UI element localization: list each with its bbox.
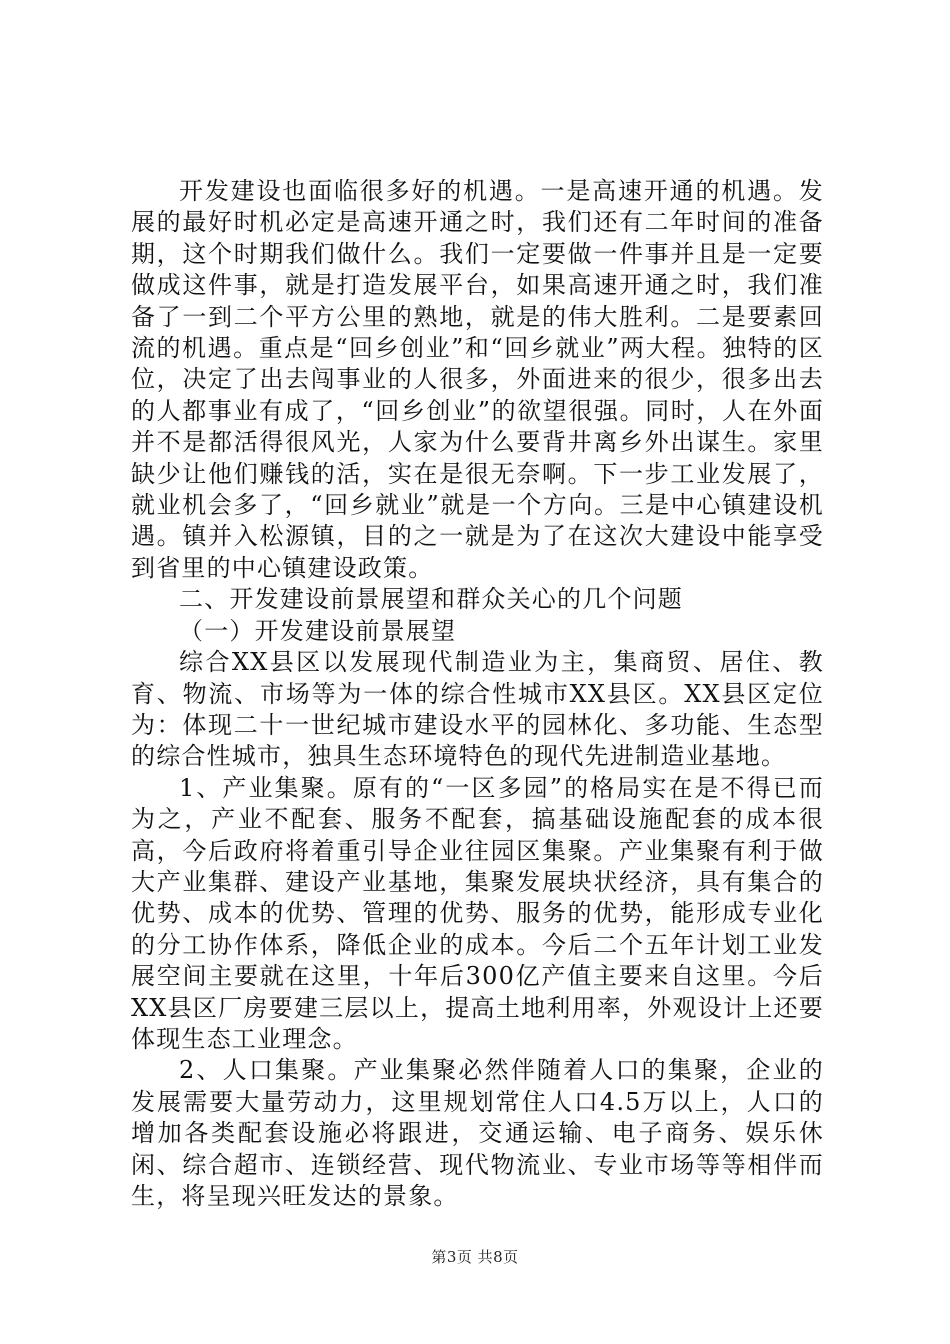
paragraph-opportunities: 开发建设也面临很多好的机遇。一是高速开通的机遇。发展的最好时机必定是高速开通之时，我们还有二年时间的准备期，这个时期我们做什么。我们一定要做一件事并且是一定要做成这件事，就是打造发展平台，如果高速开通之时，我们准备了一到二个平方公里的熟地，就是的伟大胜利。二是要素回流的机遇。重点是“回乡创业”和“回乡就业”两大程。独特的区位，决定了出去闯事业的人很多，外面进来的很少，很多出去的人都事业有成了，“回乡创业”的欲望很强。同时，人在外面并不是都活得很风光，人家为什么要背井离乡外出谋生。家里缺少让他们赚钱的活，实在是很无奈啊。下一步工业发展了，就业机会多了，“回乡就业”就是一个方向。三是中心镇建设机遇。镇并入松源镇，目的之一就是为了在这次大建设中能享受到省里的中心镇建设政策。 (131, 177, 824, 582)
paragraph-positioning: 综合XX县区以发展现代制造业为主，集商贸、居住、教育、物流、市场等为一体的综合性城市XX县区。XX县区定位为：体现二十一世纪城市建设水平的园林化、多功能、生态型的综合性城市，独具生态环境特色的现代先进制造业基地。 (131, 648, 824, 771)
page-number-footer: 第3页 共8页 (431, 1248, 519, 1266)
section-heading-2: 二、开发建设前景展望和群众关心的几个问题 (179, 585, 683, 614)
paragraph-population-cluster: 2、人口集聚。产业集聚必然伴随着人口的集聚，企业的发展需要大量劳动力，这里规划常住人口4.5万以上，人口的增加各类配套设施必将跟进，交通运输、电子商务、娱乐休闲、综合超市、连锁经营、现代物流业、专业市场等等相伴而生，将呈现兴旺发达的景象。 (131, 1056, 824, 1210)
document-body (131, 176, 824, 1212)
subsection-heading-1: （一）开发建设前景展望 (179, 616, 457, 645)
paragraph-industry-cluster: 1、产业集聚。原有的“一区多园”的格局实在是不得已而为之，产业不配套、服务不配套，搞基础设施配套的成本很高，今后政府将着重引导企业往园区集聚。产业集聚有利于做大产业集群、建设产业基地，集聚发展块状经济，具有集合的优势、成本的优势、管理的优势、服务的优势，能形成专业化的分工协作体系，降低企业的成本。今后二个五年计划工业发展空间主要就在这里，十年后300亿产值主要来自这里。今后XX县区厂房要建三层以上，提高土地利用率，外观设计上还要体现生态工业理念。 (131, 773, 824, 1053)
